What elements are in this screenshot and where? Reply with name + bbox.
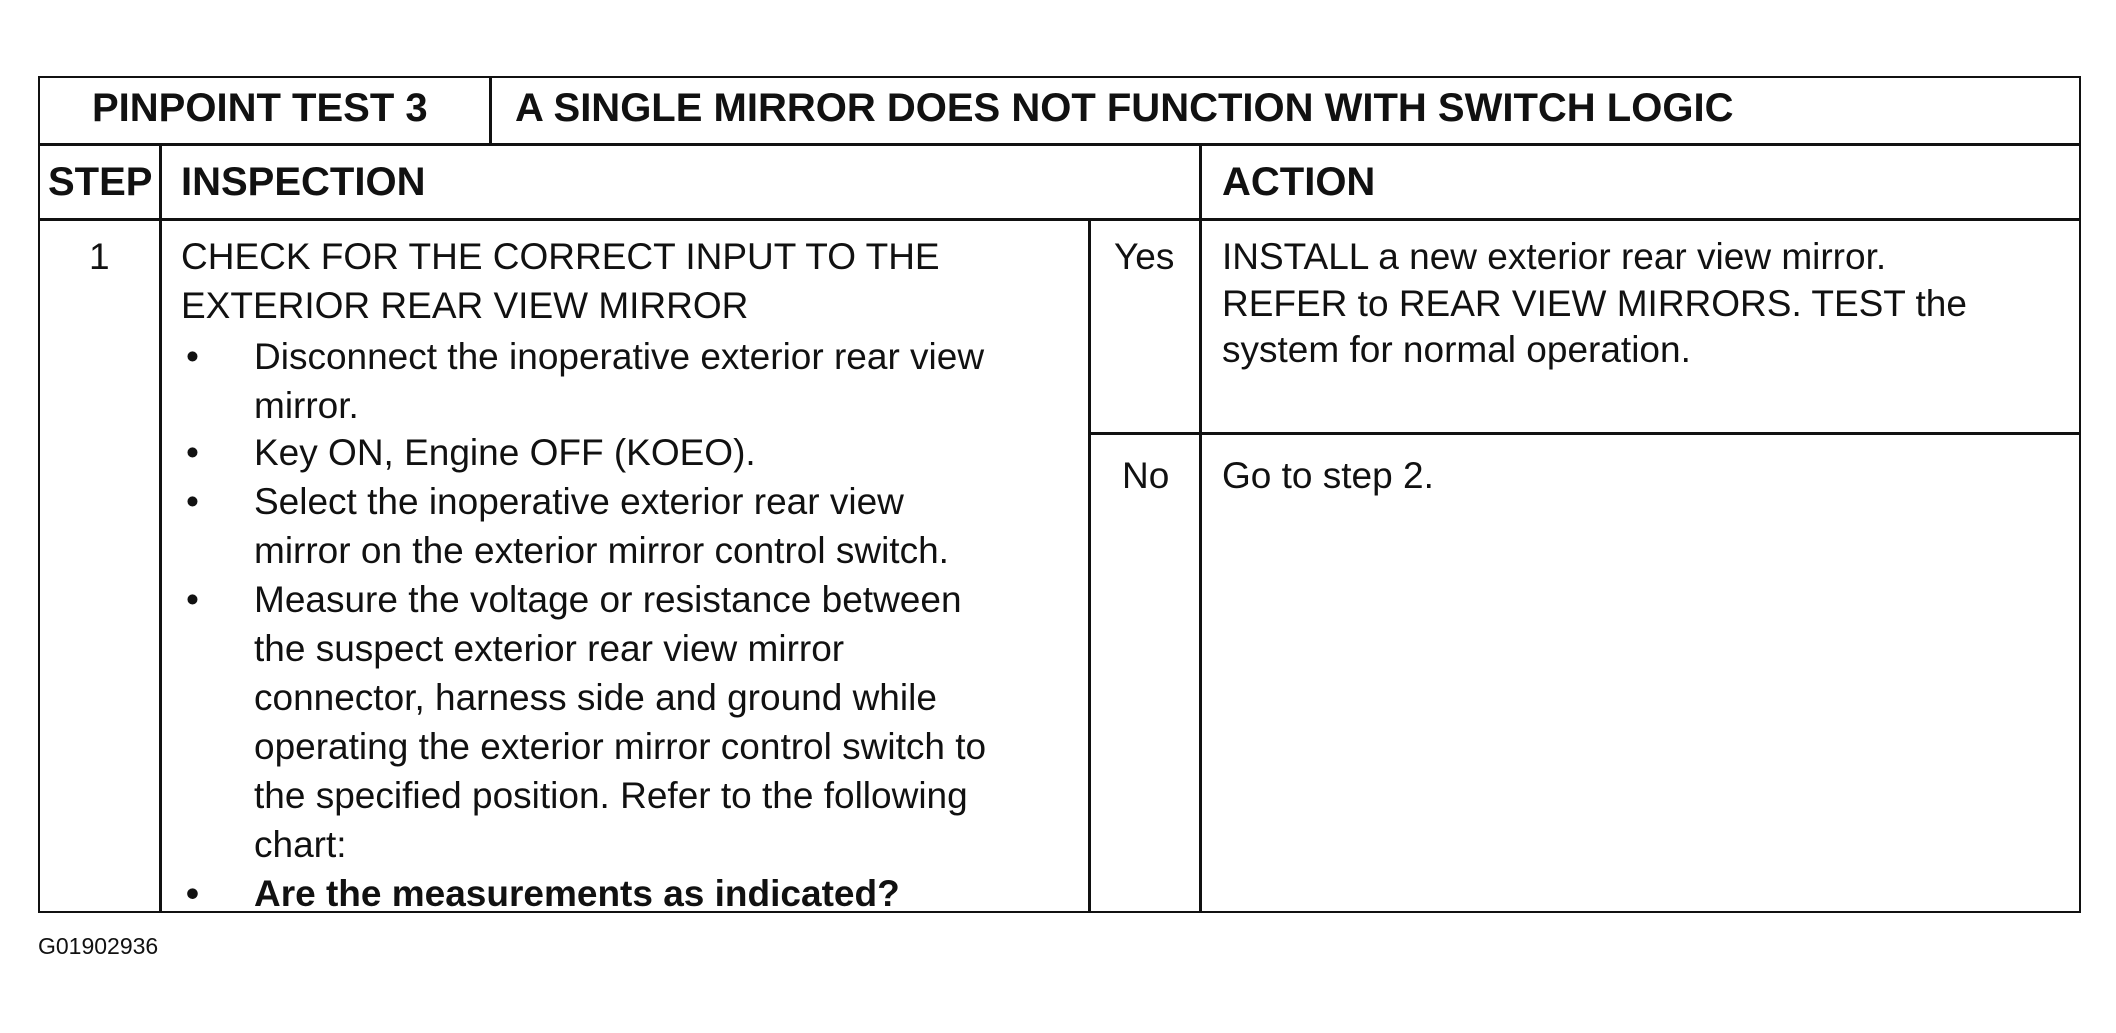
bullet-icon: • <box>186 432 199 473</box>
answer-column-divider <box>1088 218 1091 913</box>
inspection-step-line: mirror. <box>254 385 359 426</box>
header-divider <box>38 143 2081 146</box>
yes-action-line-2: REFER to REAR VIEW MIRRORS. TEST the <box>1222 283 1967 324</box>
bullet-icon: • <box>186 873 199 914</box>
inspection-question-item <box>181 869 1081 918</box>
inspection-steps-list <box>181 336 1081 918</box>
step-column-header: STEP <box>48 160 153 204</box>
inspection-step-item <box>181 575 1081 869</box>
inspection-step-item <box>181 332 1081 430</box>
inspection-step-line: Select the inoperative exterior rear view <box>254 481 904 522</box>
title-divider <box>489 76 492 145</box>
inspection-step-line: mirror on the exterior mirror control switch. <box>254 530 949 571</box>
no-label: No <box>1122 455 1170 496</box>
no-action: Go to step 2. <box>1222 455 1434 496</box>
bullet-icon: • <box>186 336 199 377</box>
action-column-header: ACTION <box>1222 160 1376 204</box>
step-number: 1 <box>89 236 110 277</box>
figure-code: G01902936 <box>38 933 159 959</box>
inspection-question: Are the measurements as indicated? <box>254 873 900 914</box>
action-column-divider <box>1199 143 1202 913</box>
inspection-column-header: INSPECTION <box>181 160 426 204</box>
inspection-title-line-1: CHECK FOR THE CORRECT INPUT TO THE <box>181 236 940 277</box>
inspection-step-line: Key ON, Engine OFF (KOEO). <box>254 432 756 473</box>
yes-no-divider <box>1090 432 2081 435</box>
inspection-step-item <box>181 428 1081 477</box>
inspection-step-line: the suspect exterior rear view mirror <box>254 628 845 669</box>
inspection-step-line: Disconnect the inoperative exterior rear view <box>254 336 985 377</box>
inspection-step-line: the specified position. Refer to the following <box>254 775 968 816</box>
pinpoint-test-title: A SINGLE MIRROR DOES NOT FUNCTION WITH SWITCH LOGIC <box>515 86 1734 130</box>
inspection-step-line: connector, harness side and ground while <box>254 677 937 718</box>
step-column-divider <box>159 143 162 913</box>
inspection-step-line: operating the exterior mirror control switch to <box>254 726 987 767</box>
yes-action-line-3: system for normal operation. <box>1222 329 1691 370</box>
column-header-divider <box>38 218 2081 221</box>
yes-action-line-1: INSTALL a new exterior rear view mirror. <box>1222 236 1887 277</box>
pinpoint-test-label: PINPOINT TEST 3 <box>92 86 428 130</box>
inspection-step-item <box>181 477 1081 575</box>
inspection-title-line-2: EXTERIOR REAR VIEW MIRROR <box>181 285 749 326</box>
yes-label: Yes <box>1114 236 1175 277</box>
bullet-icon: • <box>186 579 199 620</box>
inspection-step-line: chart: <box>254 824 347 865</box>
inspection-step-line: Measure the voltage or resistance between <box>254 579 962 620</box>
bullet-icon: • <box>186 481 199 522</box>
